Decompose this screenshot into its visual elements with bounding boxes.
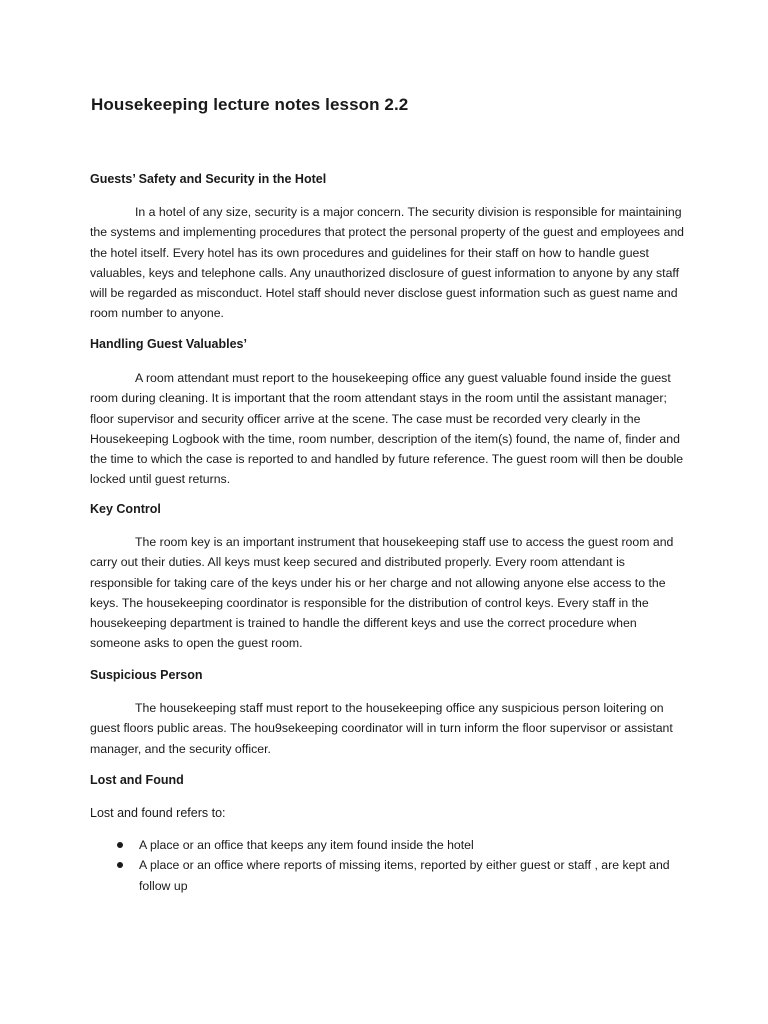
section-body-security	[90, 202, 685, 324]
section-body-suspicious	[90, 698, 685, 759]
section-body-key-control	[90, 532, 685, 654]
list-item	[90, 855, 680, 896]
bullet-icon	[117, 862, 123, 868]
section-heading-lost-found: Lost and Found	[90, 773, 184, 787]
section-heading-valuables: Handling Guest Valuables’	[90, 337, 247, 351]
section-text-security: In a hotel of any size, security is a major concern. The security division is responsible for maintaining the systems and implementing procedures that protect the personal property of the guest and employees and the hotel itself. Every hotel has its own procedures and guidelines for their staff on how to handle guest valuables, keys and telephone calls. Any unauthorized disclosure of guest information to anyone by any staff will be regarded as misconduct. Hotel staff should never disclose guest information such as guest name and room number to anyone.	[90, 205, 685, 321]
section-text-suspicious: The housekeeping staff must report to the housekeeping office any suspicious person loitering on guest floors public areas. The hou9sekeeping coordinator will in turn inform the floor supervisor or assistant manager, and the security officer.	[90, 701, 673, 756]
section-heading-security: Guests’ Safety and Security in the Hotel	[90, 172, 327, 186]
lost-found-list	[90, 835, 680, 896]
bullet-icon	[117, 842, 123, 848]
section-text-valuables: A room attendant must report to the housekeeping office any guest valuable found inside the guest room during cleaning. It is important that the room attendant stays in the room until the assistant manager; floor supervisor and security officer arrive at the scene. The case must be recorded very clearly in the Housekeeping Logbook with the time, room number, description of the item(s) found, the name of, finder and the time to which the case is reported to and handled by future reference. The guest room will then be double locked until guest returns.	[90, 371, 684, 487]
section-body-valuables	[90, 368, 685, 490]
section-text-key-control: The room key is an important instrument that housekeeping staff use to access the guest room and carry out their duties. All keys must keep secured and distributed properly. Every room attendant is responsible for taking care of the keys under his or her charge and not allowing anyone else access to the keys. The housekeeping coordinator is responsible for the distribution of control keys. Every staff in the housekeeping department is trained to handle the different keys and use the correct procedure when someone asks to open the guest room.	[90, 535, 674, 651]
list-item-text: A place or an office where reports of missing items, reported by either guest or staff , are kept and follow up	[139, 858, 670, 893]
list-item	[90, 835, 680, 855]
document-title: Housekeeping lecture notes lesson 2.2	[91, 95, 409, 114]
section-heading-suspicious: Suspicious Person	[90, 668, 203, 682]
lost-found-intro: Lost and found refers to:	[90, 806, 226, 820]
section-heading-key-control: Key Control	[90, 502, 161, 516]
list-item-text: A place or an office that keeps any item found inside the hotel	[139, 838, 474, 852]
